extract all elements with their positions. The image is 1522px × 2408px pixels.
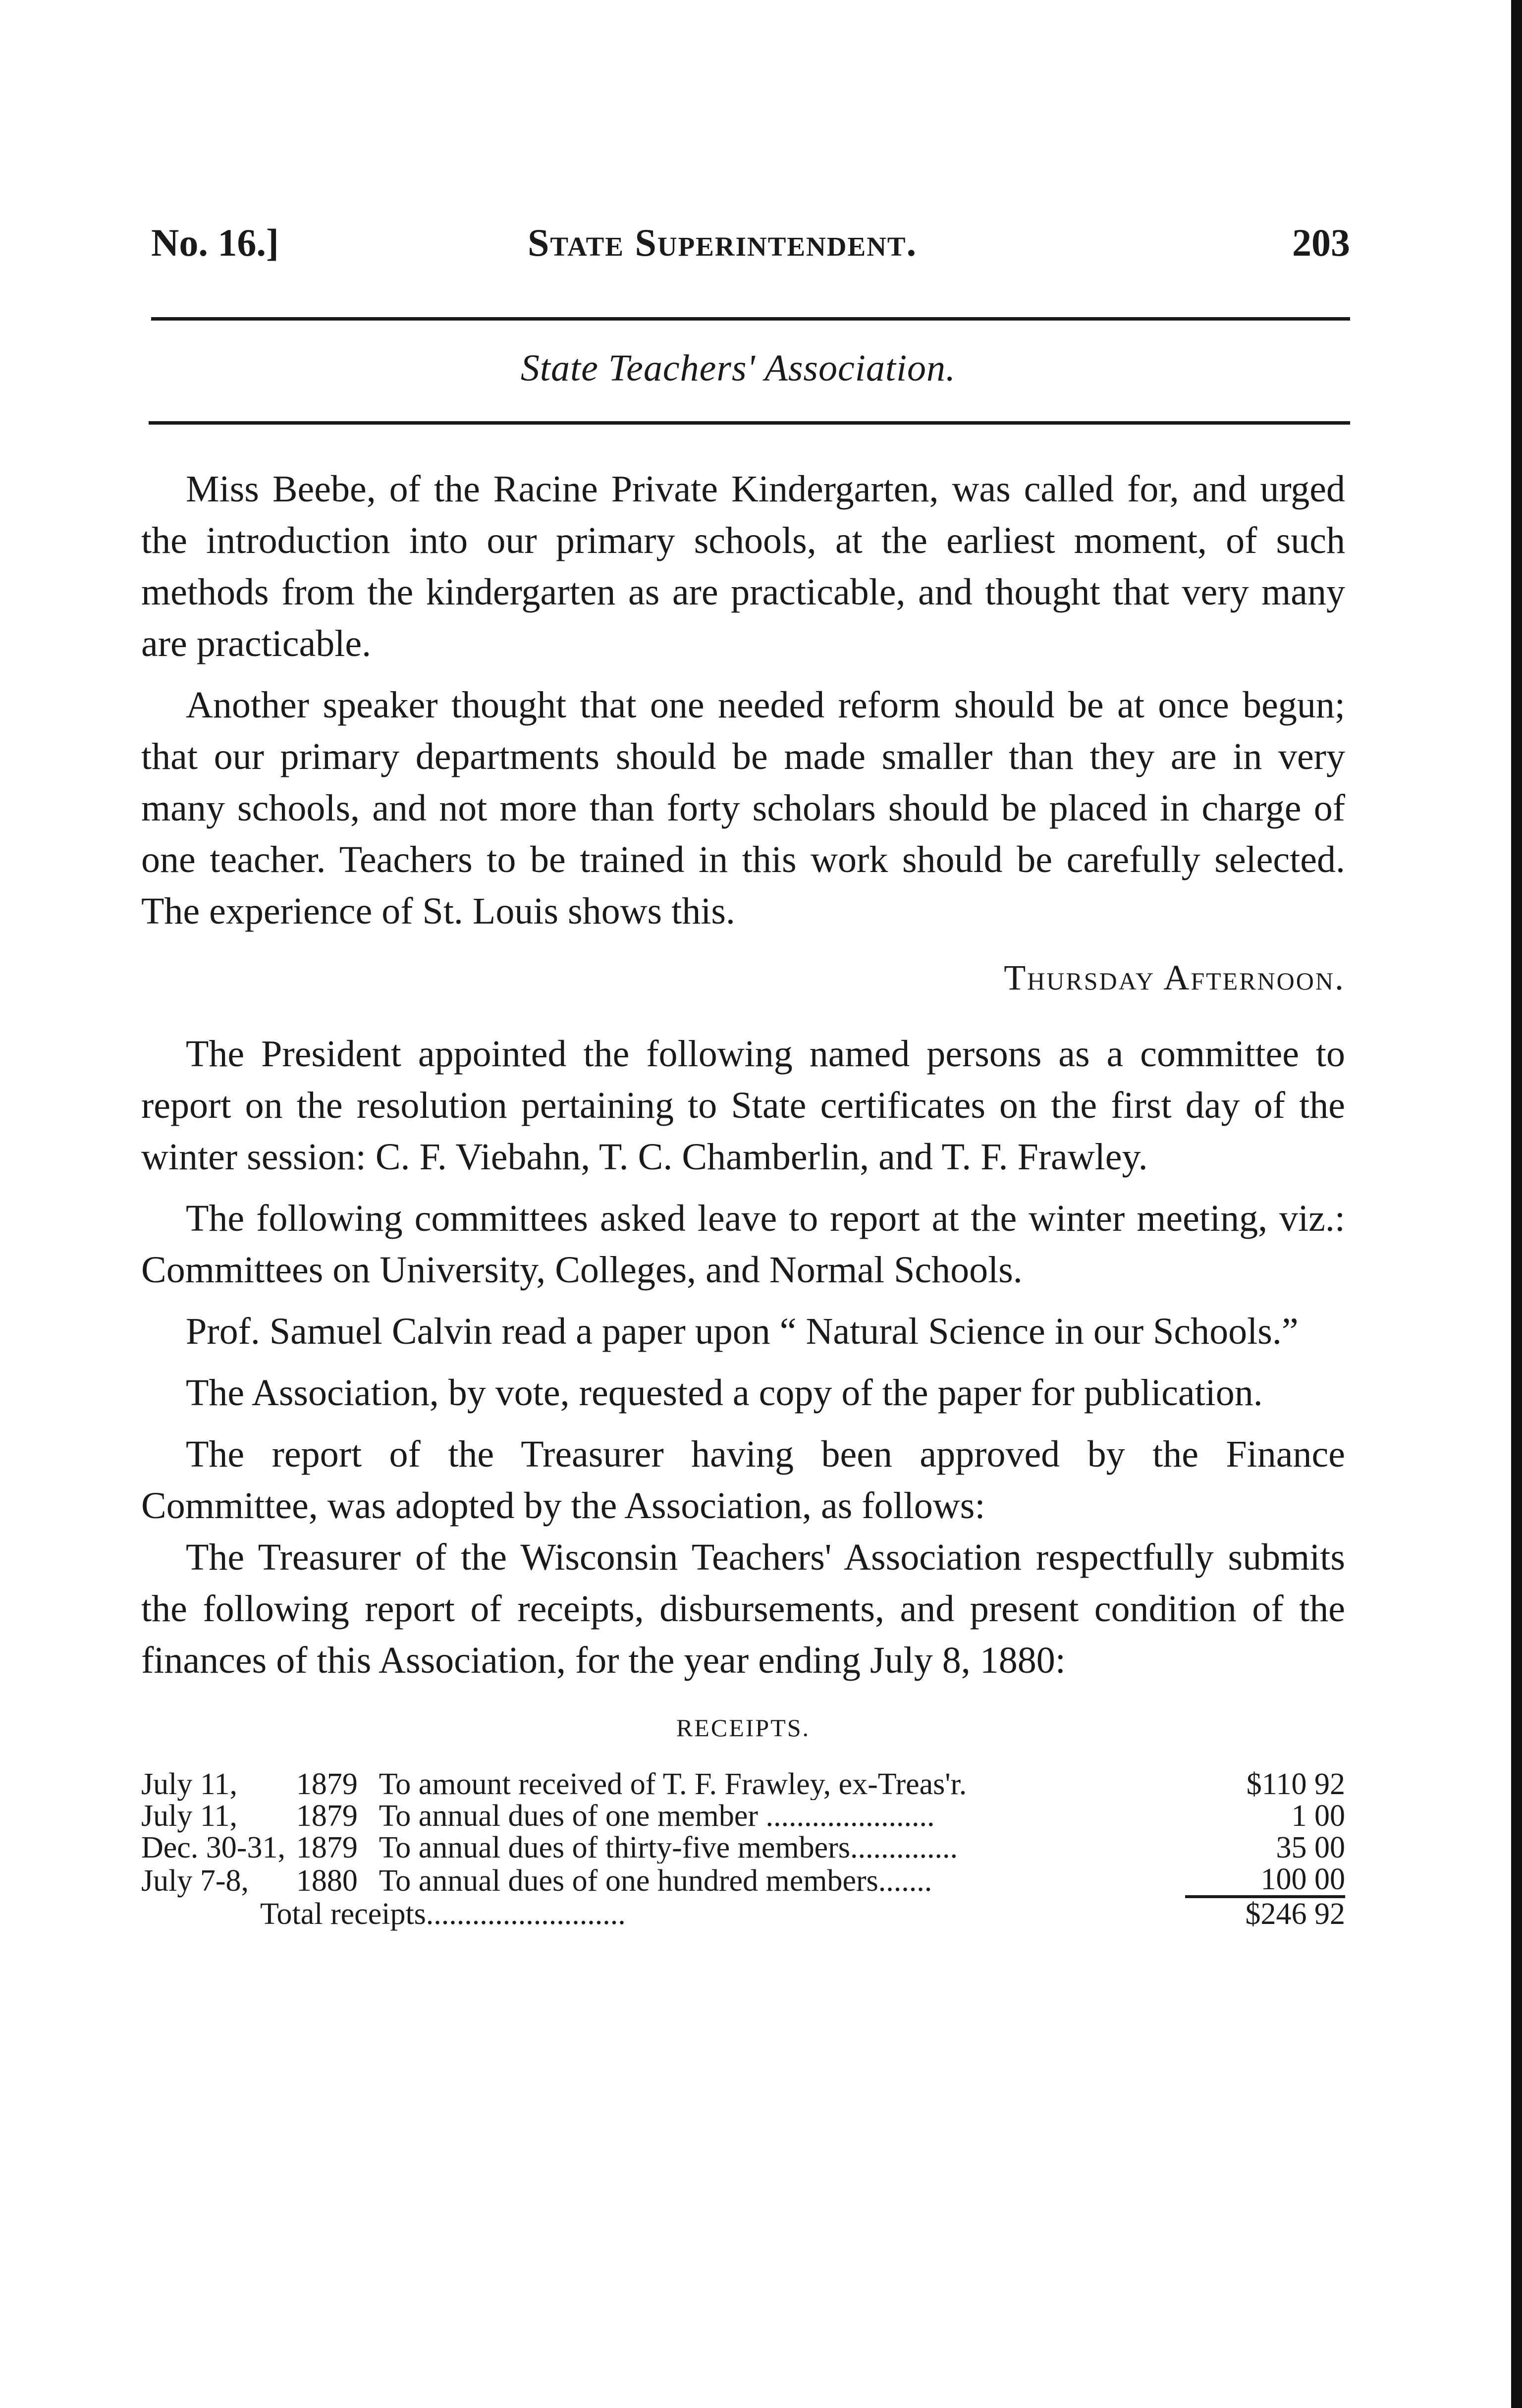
paragraph: The Association, by vote, requested a copy of the paper for publication.: [186, 1372, 1263, 1414]
total-row: [141, 1897, 1345, 1930]
receipt-year: 1879: [296, 1831, 358, 1864]
header-rule-top: [151, 317, 1350, 321]
receipt-amount: 35 00: [1276, 1831, 1345, 1864]
total-label: Total receipts..........................: [260, 1897, 626, 1931]
receipt-description: To annual dues of one hundred members.......: [379, 1864, 932, 1897]
receipt-date: July 7-8,: [141, 1864, 249, 1898]
running-title: State Superintendent.: [528, 221, 918, 264]
receipt-description: To annual dues of thirty-five members..............: [379, 1832, 958, 1863]
scan-edge-shadow: [1511, 0, 1522, 2408]
table-row: [141, 1832, 1345, 1863]
body-text: [141, 463, 1345, 1930]
paragraph: The report of the Treasurer having been approved by the Finance Committee, was adopted by the Association, as follows:: [141, 1433, 1345, 1527]
paragraph: Prof. Samuel Calvin read a paper upon “ Natural Science in our Schools.”: [186, 1311, 1299, 1352]
receipt-amount: 100 00: [1260, 1862, 1345, 1896]
receipt-year: 1879: [296, 1767, 358, 1801]
receipt-date: July 11,: [141, 1767, 238, 1801]
receipt-date: July 11,: [141, 1799, 238, 1833]
running-header: [151, 220, 1350, 265]
receipts-table: [141, 1768, 1345, 1930]
page-number: 203: [1292, 221, 1350, 264]
receipt-year: 1879: [296, 1799, 358, 1833]
paragraph: Another speaker thought that one needed reform should be at once begun; that our primary departments should be made smaller than they are in very many schools, and not more than forty scholars should be placed in charge of one teacher. Teachers to be trained in this work should be carefully selected. The experience of St. Louis shows this.: [141, 684, 1345, 932]
table-row: [141, 1768, 1345, 1800]
receipt-year: 1880: [296, 1864, 358, 1898]
section-heading: Thursday Afternoon.: [1004, 958, 1345, 997]
document-number: No. 16.]: [151, 221, 279, 264]
receipt-description: To annual dues of one member ......................: [379, 1800, 935, 1832]
receipt-amount: $110 92: [1246, 1767, 1345, 1801]
receipt-description: To amount received of T. F. Frawley, ex-Treas'r.: [379, 1768, 967, 1800]
receipts-title: RECEIPTS.: [676, 1714, 811, 1742]
paragraph: The following committees asked leave to report at the winter meeting, viz.: Committees on University, Colleges, and Normal Schools.: [141, 1198, 1345, 1291]
receipt-date: Dec. 30-31,: [141, 1831, 285, 1864]
paragraph: The President appointed the following named persons as a committee to report on the resolution pertaining to State certificates on the first day of the winter session: C. F. Viebahn, T. C. Chamberlin, and T. F. Frawley.: [141, 1033, 1345, 1178]
receipt-amount: 1 00: [1291, 1799, 1345, 1833]
paragraph: Miss Beebe, of the Racine Private Kindergarten, was called for, and urged the introduction into our primary schools, at the earliest moment, of such methods from the kindergarten as are practicable, and thought that very many are practicable.: [141, 468, 1345, 664]
paragraph: The Treasurer of the Wisconsin Teachers' Association respectfully submits the following report of receipts, disbursements, and present condition of the finances of this Association, for the year ending July 8, 1880:: [141, 1536, 1345, 1681]
header-rule-bottom: [149, 421, 1350, 425]
table-row: [141, 1863, 1345, 1897]
total-amount: $246 92: [1185, 1897, 1345, 1930]
table-row: [141, 1800, 1345, 1832]
section-subheader: State Teachers' Association.: [520, 347, 956, 389]
